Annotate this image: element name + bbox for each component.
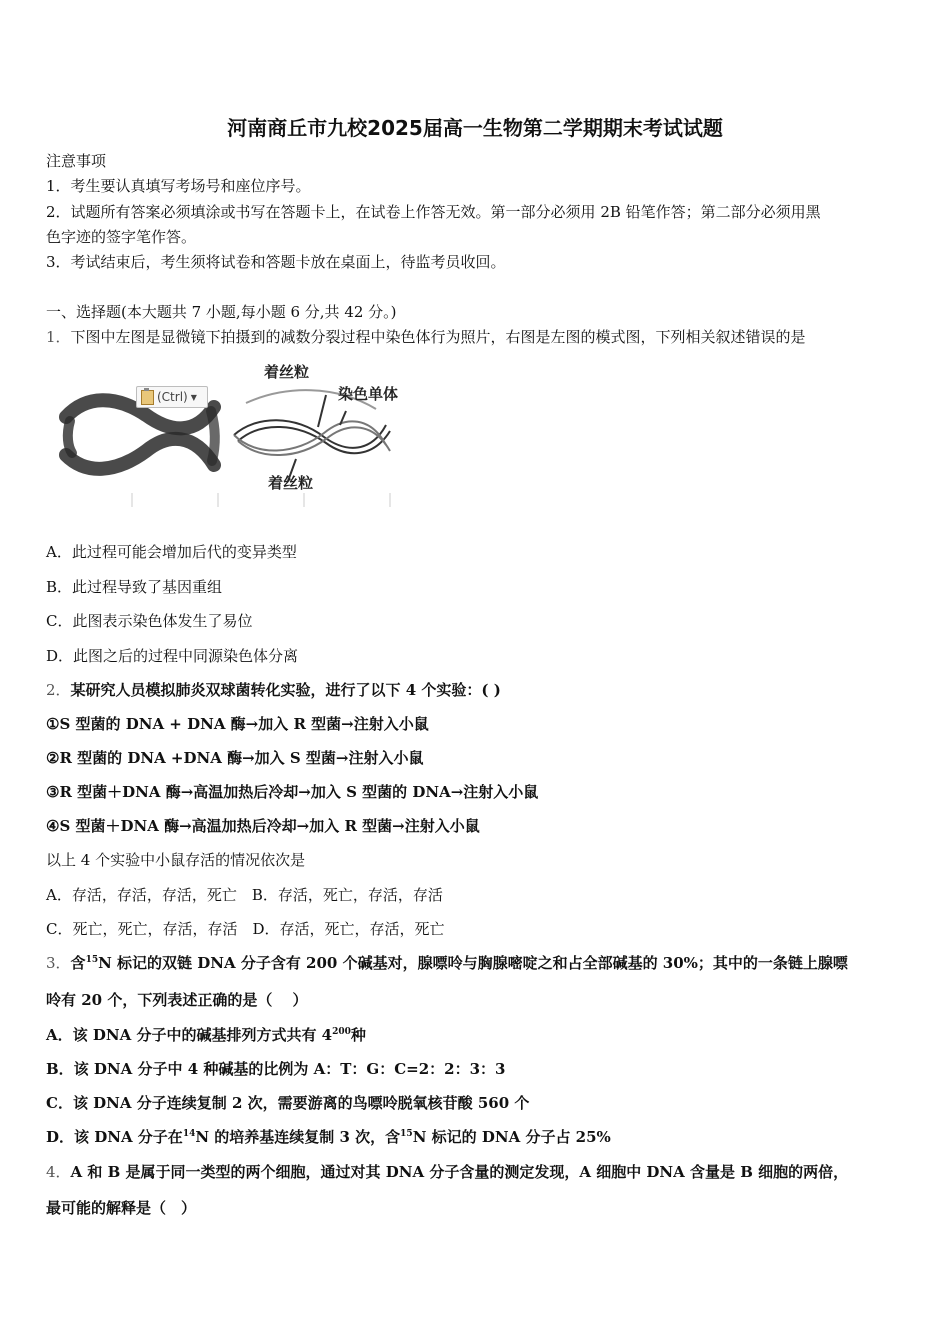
- option-row: C．死亡，死亡，存活，存活 D．存活，死亡，存活，死亡: [46, 920, 445, 938]
- option: A．此过程可能会增加后代的变异类型: [46, 543, 297, 561]
- option-text: 种: [350, 1026, 366, 1044]
- paste-options-button[interactable]: [136, 386, 208, 408]
- question-text: 某研究人员模拟肺炎双球菌转化实验，进行了以下 4 个实验：( ): [70, 681, 501, 699]
- question-1-stem: [46, 326, 806, 347]
- notice-item: 2．试题所有答案必须填涂或书写在答题卡上，在试卷上作答无效。第一部分必须用 2B 铅笔作答；第二部分必须用黑: [46, 203, 821, 221]
- question-prompt: 以上 4 个实验中小鼠存活的情况依次是: [46, 851, 306, 869]
- option-text: D．该 DNA 分子在: [46, 1128, 183, 1146]
- option: B．此过程导致了基因重组: [46, 578, 223, 596]
- question-text: 下图中左图是显微镜下拍摄到的减数分裂过程中染色体行为照片，右图是左图的模式图，下列相关叙述错误的是: [70, 328, 806, 346]
- question-4-stem: [46, 1161, 848, 1182]
- question-number: 3．: [46, 954, 71, 972]
- page-title: 河南商丘市九校2025届高一生物第二学期期末考试试题: [227, 116, 723, 140]
- option: [46, 1024, 366, 1045]
- option-text: A．该 DNA 分子中的碱基排列方式共有 4: [46, 1026, 333, 1044]
- question-number: 1．: [46, 328, 71, 346]
- figure-label-centromere-bottom: 着丝粒: [268, 474, 314, 492]
- isotope-superscript: 15: [85, 955, 99, 965]
- notice-item: 3．考试结束后，考生须将试卷和答题卡放在桌面上，待监考员收回。: [46, 253, 506, 271]
- option-text: N 的培养基连续复制 3 次，含: [195, 1128, 401, 1146]
- paste-options-label: (Ctrl): [157, 390, 188, 404]
- section-heading: 一、选择题(本大题共 7 小题,每小题 6 分,共 42 分。): [46, 303, 397, 321]
- micrograph-chromosomes: [66, 400, 215, 469]
- clipboard-icon: [141, 390, 154, 405]
- experiment-item: ④S 型菌＋DNA 酶→高温加热后冷却→加入 R 型菌→注射入小鼠: [46, 817, 480, 835]
- option: C．该 DNA 分子连续复制 2 次，需要游离的鸟嘌呤脱氧核苷酸 560 个: [46, 1094, 530, 1112]
- figure-label-chromatid: 染色单体: [338, 385, 399, 403]
- isotope-superscript: 14: [182, 1129, 196, 1139]
- chromosome-figure-drawing: [56, 355, 416, 515]
- question-text: A 和 B 是属于同一类型的两个细胞，通过对其 DNA 分子含量的测定发现，A 细胞中 DNA 含量是 B 细胞的两倍，: [70, 1163, 849, 1181]
- option: D．此图之后的过程中同源染色体分离: [46, 647, 299, 665]
- option: C．此图表示染色体发生了易位: [46, 612, 253, 630]
- dropdown-arrow-icon: ▼: [190, 392, 197, 402]
- question-4-stem-line2: 最可能的解释是（ ）: [46, 1199, 197, 1217]
- figure-label-centromere-top: 着丝粒: [264, 363, 310, 381]
- experiment-item: ①S 型菌的 DNA + DNA 酶→加入 R 型菌→注射入小鼠: [46, 715, 429, 733]
- question-3-stem-line2: 呤有 20 个，下列表述正确的是（ ）: [46, 991, 308, 1009]
- question-number: 2．: [46, 681, 71, 699]
- experiment-item: ②R 型菌的 DNA +DNA 酶→加入 S 型菌→注射入小鼠: [46, 749, 424, 767]
- option-text: N 标记的 DNA 分子占 25%: [412, 1128, 611, 1146]
- option: B．该 DNA 分子中 4 种碱基的比例为 A：T：G：C=2：2：3：3: [46, 1060, 506, 1078]
- exponent-superscript: 200: [332, 1027, 351, 1037]
- option-row: A．存活，存活，存活，死亡 B．存活，死亡，存活，存活: [46, 886, 443, 904]
- question-text: 含: [70, 954, 86, 972]
- question-3-stem: [46, 952, 848, 973]
- question-number: 4．: [46, 1163, 71, 1181]
- experiment-item: ③R 型菌＋DNA 酶→高温加热后冷却→加入 S 型菌的 DNA→注射入小鼠: [46, 783, 539, 801]
- notice-item: 1．考生要认真填写考场号和座位序号。: [46, 177, 311, 195]
- option: [46, 1126, 611, 1147]
- question-2-stem: [46, 679, 501, 700]
- question-text: N 标记的双链 DNA 分子含有 200 个碱基对，腺嘌呤与胸腺嘧啶之和占全部碱基的 30%；其中的一条链上腺嘌: [98, 954, 848, 972]
- notice-heading: 注意事项: [46, 152, 107, 170]
- isotope-superscript: 15: [400, 1129, 413, 1139]
- chromosome-figure: [56, 355, 416, 515]
- notice-item: 色字迹的签字笔作答。: [46, 228, 197, 246]
